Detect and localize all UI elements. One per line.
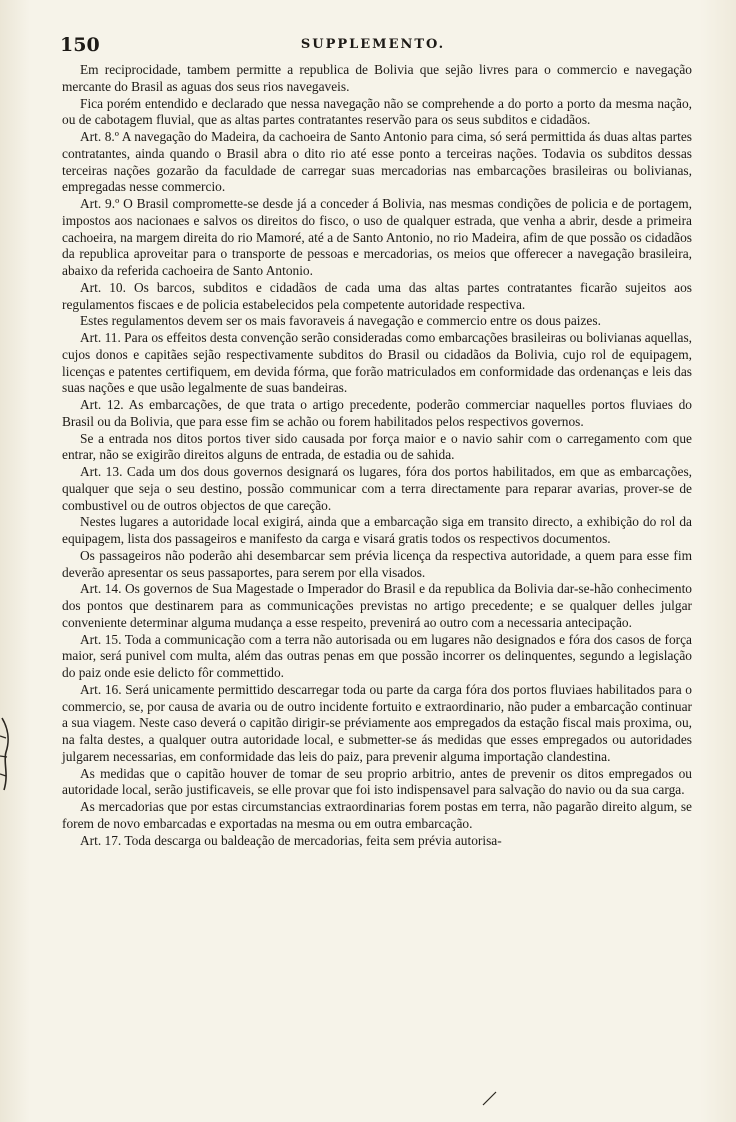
paragraph: Fica porém entendido e declarado que nessa navegação não se comprehende a do porto a porto da mesma nação, ou de cabotagem fluvial, que as altas partes contratantes reservão para os seus subditos e cidadãos. xyxy=(62,95,692,128)
page-number: 150 xyxy=(60,34,100,56)
paragraph-art-8: Art. 8.º A navegação do Madeira, da cachoeira de Santo Antonio para cima, só será permittida ás duas altas partes contratantes, ainda quando o Brasil abra o dito rio até esse ponto a terceiras nações. Todavia os subditos dessas terceiras nações gozarão da faculdade de carregar suas mercadorias nas embarcações brasileiras ou bolivianas, empregadas nesse commercio. xyxy=(62,129,692,195)
paragraph-art-16: Art. 16. Será unicamente permittido descarregar toda ou parte da carga fóra dos portos fluviaes habilitados para o commercio, se, por causa de avaria ou de outro incidente fortuito e extraordinario, não puder a embarcação continuar a sua viagem. Neste caso deverá o capitão dirigir-se préviamente aos empregados da estação fiscal mais proxima, ou, na falta destes, a qualquer outra autoridade local, e submetter-se ás medidas que esses empregados ou autoridades julgarem necessarias, em conformidade das leis do paiz, para prevenir alguma importação clandestina. xyxy=(62,681,692,764)
body-text xyxy=(62,62,692,849)
paragraph: Se a entrada nos ditos portos tiver sido causada por força maior e o navio sahir com o carregamento com que entrar, não se exigirão direitos alguns de entrada, de estadia ou de sahida. xyxy=(62,430,692,463)
paragraph-art-14: Art. 14. Os governos de Sua Magestade o Imperador do Brasil e da republica da Bolivia dar-se-hão conhecimento dos pontos que destinarem para as communicações previstas no artigo precedente; e se qualquer delles julgar conveniente determinar alguma mudança a esse respeito, prevenirá ao outro com a necessaria antecipação. xyxy=(62,581,692,630)
paragraph-art-13: Art. 13. Cada um dos dous governos designará os lugares, fóra dos portos habilitados, em que as embarcações, qualquer que seja o seu destino, possão communicar com a terra directamente para reparar avarias, prover-se de combustivel ou de outros objectos de que careção. xyxy=(62,464,692,513)
paragraph-art-9: Art. 9.º O Brasil compromette-se desde já a conceder á Bolivia, nas mesmas condições de policia e de portagem, impostos aos nacionaes e salvos os direitos do fisco, o uso de qualquer estrada, que venha a abrir, desde a primeira cachoeira, na margem direita do rio Mamoré, até a de Santo Antonio, no rio Madeira, afim de que possão os cidadãos da republica aproveitar para o transporte de pessoas e mercadorias, os meios que offerecer a navegação brasileira, abaixo da referida cachoeira de Santo Antonio. xyxy=(62,196,692,278)
paragraph-art-15: Art. 15. Toda a communicação com a terra não autorisada ou em lugares não designados e fóra dos casos de força maior, será punivel com multa, além das outras penas em que possão incorrer os delinquentes, segundo a legislação do paiz onde esie delicto fôr commettido. xyxy=(62,631,692,680)
paragraph-art-10: Art. 10. Os barcos, subditos e cidadãos de cada uma das altas partes contratantes ficarão sujeitos aos regulamentos fiscaes e de policia estabelecidos pela competente autoridade respectiva. xyxy=(62,279,692,312)
binding-edge-mark xyxy=(0,716,14,792)
ink-stroke-mark xyxy=(480,1088,500,1108)
paragraph-art-11: Art. 11. Para os effeitos desta convenção serão consideradas como embarcações brasileiras ou bolivianas aquellas, cujos donos e capitães sejão respectivamente subditos do Brasil ou cidadãos da Bolivia, cujo rol de equipagem, licenças e patentes certifiquem, em devida fórma, que forão matriculados em conformidade das ordenanças e leis das suas nações e que usão legalmente de suas bandeiras. xyxy=(62,330,692,396)
paragraph: Nestes lugares a autoridade local exigirá, ainda que a embarcação siga em transito directo, a exhibição do rol da equipagem, lista dos passageiros e manifesto da carga e visará gratis todos os respectivos documentos. xyxy=(62,514,692,546)
paragraph: As mercadorias que por estas circumstancias extraordinarias forem postas em terra, não pagarão direito algum, se forem de novo embarcadas e exportadas na mesma ou em outra embarcação. xyxy=(62,799,692,831)
paragraph: As medidas que o capitão houver de tomar de seu proprio arbitrio, antes de prevenir os ditos empregados ou autoridade local, serão justificaveis, se elle provar que foi isto indispensavel para salvação do navio ou da sua carga. xyxy=(62,765,692,798)
running-title: SUPPLEMENTO. xyxy=(300,37,446,52)
paragraph: Em reciprocidade, tambem permitte a republica de Bolivia que sejão livres para o commercio e navegação mercante do Brasil as aguas dos seus rios navegaveis. xyxy=(62,62,692,94)
paragraph-art-17: Art. 17. Toda descarga ou baldeação de mercadorias, feita sem prévia autorisa- xyxy=(80,832,502,848)
paragraph: Estes regulamentos devem ser os mais favoraveis á navegação e commercio entre os dous paizes. xyxy=(80,313,601,329)
paragraph-art-12: Art. 12. As embarcações, de que trata o artigo precedente, poderão commerciar naquelles portos fluviaes do Brasil ou da Bolivia, que para esse fim se achão ou forem habilitados pelos respectivos governos. xyxy=(62,397,692,429)
paragraph: Os passageiros não poderão ahi desembarcar sem prévia licença da respectiva autoridade, a quem para esse fim deverão apresentar os seus passaportes, para serem por ella visados. xyxy=(62,547,692,580)
page-header xyxy=(60,34,686,60)
